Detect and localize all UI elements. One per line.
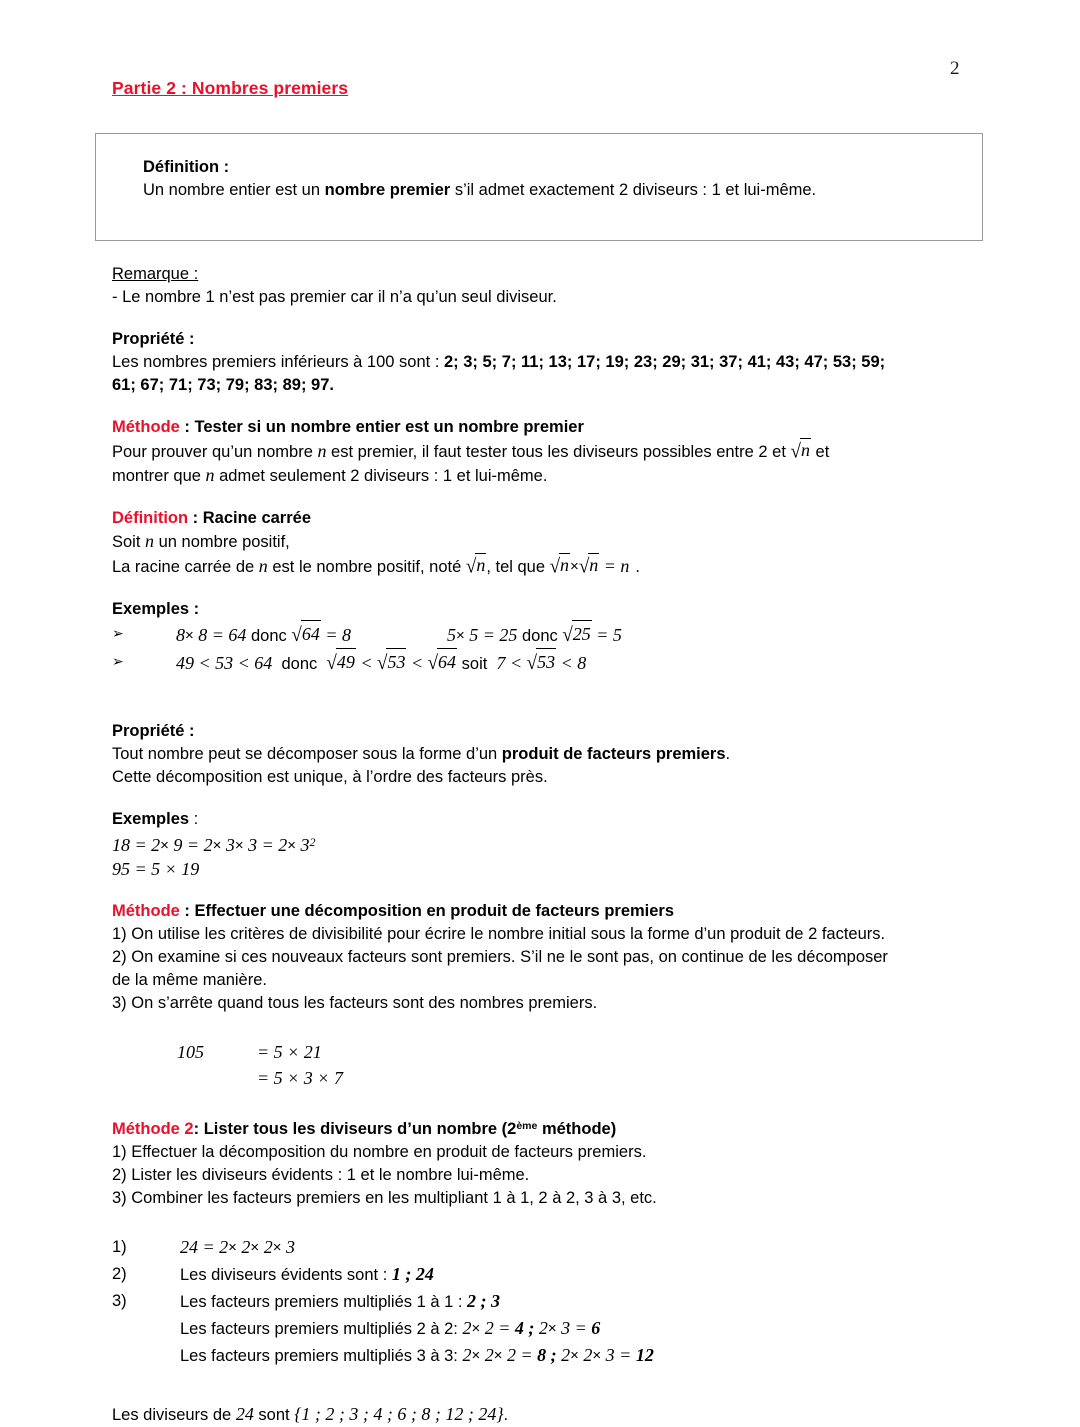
radical-sign-icon: √ <box>291 624 302 647</box>
spacer <box>112 1315 180 1342</box>
dec18-b: 9 = 2 <box>168 835 213 855</box>
definition-body <box>143 179 982 202</box>
sqrt-n-radical <box>791 439 811 463</box>
racine-line-1a: Soit <box>112 533 146 551</box>
methode-decomposition-separator: : <box>179 902 195 920</box>
radical-sign-icon: √ <box>326 652 337 675</box>
spacer <box>112 1015 952 1039</box>
radicand: 53 <box>386 648 406 675</box>
methode-test-heading <box>112 416 952 439</box>
f2a2-e1b: 2 = <box>480 1318 515 1338</box>
decomposition-105-row-2 <box>112 1065 952 1091</box>
exemple-racine-row-1-content <box>176 621 622 649</box>
multiply-sign: × <box>228 1239 237 1256</box>
decomposition-example-18 <box>112 831 952 858</box>
prop2-line-1-bold: produit de facteurs premiers <box>501 745 726 763</box>
spacer <box>112 1369 952 1403</box>
methode-lister-title-a: Lister tous les diviseurs d’un nombre (2 <box>203 1120 517 1138</box>
sqrt-n-product-left <box>550 554 570 578</box>
decomposition-105-example <box>112 1039 952 1091</box>
exemples-decomposition-label: Exemples <box>112 810 190 828</box>
methode-lister-heading <box>112 1115 952 1141</box>
f2a2-e2-result: 6 <box>591 1318 601 1338</box>
sqrt-49 <box>326 649 355 677</box>
ex2-inequality: 49 < 53 < 64 <box>176 653 273 673</box>
f3a3-e2c: 3 = <box>601 1345 636 1365</box>
radical-sign-icon: √ <box>549 555 561 578</box>
multiply-sign: × <box>471 1347 481 1364</box>
methode-test-label: Méthode <box>112 418 180 436</box>
methode-decomposition-heading <box>112 900 952 923</box>
conclusion-a: Les diviseurs de <box>112 1406 236 1424</box>
definition-body-before: Un nombre entier est un <box>143 181 325 199</box>
definition-racine-label: Définition <box>112 509 189 527</box>
multiply-sign: × <box>160 837 169 854</box>
radicand: 25 <box>572 620 592 647</box>
diviseurs-evidents-text: Les diviseurs évidents sont : <box>180 1266 392 1284</box>
methode-lister-step-3: 3) Combiner les facteurs premiers en les multipliant 1 à 1, 2 à 2, 3 à 3, etc. <box>112 1189 657 1207</box>
sqrt-64-b <box>428 649 457 677</box>
methode-test-premier-section <box>112 416 952 488</box>
radicand: n <box>560 555 570 575</box>
dec18-exponent: 2 <box>309 835 316 849</box>
decomposition-105-line-1: = 5 × 21 <box>257 1042 322 1062</box>
ex1-right-donc: donc <box>517 627 563 645</box>
definition-racine-section <box>112 507 952 579</box>
methode-test-var-n: n <box>317 441 327 461</box>
methode-lister-step-2: 2) Lister les diviseurs évidents : 1 et le nombre lui-même. <box>112 1166 530 1184</box>
ex1-left-b: 8 = 64 <box>193 625 247 645</box>
methode-lister-label: Méthode 2 <box>112 1120 194 1138</box>
facteurs-1a1-text: Les facteurs premiers multipliés 1 à 1 : <box>180 1293 468 1311</box>
multiply-sign: × <box>212 837 222 854</box>
spacer <box>112 1091 952 1115</box>
spacer <box>112 1210 952 1234</box>
prop2-line-1a: Tout nombre peut se décomposer sous la forme d’un <box>112 745 502 763</box>
diviseurs-row-3-number: 3) <box>112 1292 127 1310</box>
diviseurs-row-2 <box>112 1261 952 1288</box>
radical-sign-icon: √ <box>562 624 573 647</box>
methode-decomposition-step-2b: de la même manière. <box>112 971 267 989</box>
dec24-c: 2 <box>259 1237 273 1257</box>
diviseurs-row-1 <box>112 1234 952 1261</box>
methode-decomposition-section <box>112 900 952 1015</box>
racine-equals: = <box>599 556 621 576</box>
ex2-lt1: < <box>355 653 378 673</box>
methode-lister-diviseurs-section <box>112 1115 952 1210</box>
methode-test-title: Tester si un nombre entier est un nombre premier <box>194 418 584 436</box>
exemples-decomposition-heading <box>112 808 952 831</box>
racine-line-2c: , tel que <box>486 558 550 576</box>
methode-decomposition-title: Effectuer une décomposition en produit de facteurs premiers <box>194 902 675 920</box>
sqrt-n-notation <box>466 554 486 578</box>
radicand: 53 <box>536 648 556 675</box>
definition-racine-line-1 <box>112 530 952 554</box>
propriete-decomposition-heading: Propriété : <box>112 722 195 740</box>
facteurs-1a1-result: 2 ; 3 <box>467 1291 501 1311</box>
diviseurs-row-2-content <box>180 1261 434 1288</box>
prop2-line-1b: . <box>725 745 731 763</box>
ex2-lt2: < <box>406 653 428 673</box>
conclusion-b: sont <box>253 1406 295 1424</box>
diviseurs-row-1-content <box>180 1234 295 1261</box>
diviseurs-row-1-number: 1) <box>112 1238 127 1256</box>
methode-decomposition-step-3: 3) On s’arrête quand tous les facteurs sont des nombres premiers. <box>112 994 598 1012</box>
dec24-b: 2 <box>236 1237 251 1257</box>
f3a3-e1-result: 8 <box>537 1345 547 1365</box>
dec24-a: 24 = 2 <box>180 1237 229 1257</box>
spacer <box>112 1342 180 1369</box>
multiply-sign: × <box>185 627 194 644</box>
ex1-left-result: = 8 <box>320 625 351 645</box>
exemples-decomposition-section <box>112 808 952 881</box>
propriete-decomposition-line-2: Cette décomposition est unique, à l’ordre des facteurs près. <box>112 768 548 786</box>
methode-decomposition-step-2: 2) On examine si ces nouveaux facteurs sont premiers. S’il ne le sont pas, on continue de les décomposer <box>112 948 888 966</box>
radicand: 49 <box>336 648 356 675</box>
f2a2-e1-result: 4 <box>514 1318 524 1338</box>
diviseurs-row-3 <box>112 1288 952 1315</box>
radicand: n <box>476 555 486 575</box>
exemple-racine-row-1 <box>112 621 952 649</box>
methode-test-body-1a: Pour prouver qu’un nombre <box>112 443 318 461</box>
radical-sign-icon: √ <box>790 440 801 463</box>
multiply-sign: × <box>250 1239 260 1256</box>
diviseurs-24-conclusion <box>112 1403 952 1427</box>
definition-racine-line-2 <box>112 554 952 579</box>
methode-decomposition-step-1: 1) On utilise les critères de divisibilité pour écrire le nombre initial sous la forme d’un produit de 2 facteurs. <box>112 925 886 943</box>
diviseurs-row-2a2 <box>112 1315 952 1342</box>
f3a3-sep: ; <box>546 1345 562 1365</box>
decomposition-105-number: 105 <box>177 1042 204 1062</box>
methode-test-body-1c: et <box>810 443 830 461</box>
multiply-sign: × <box>570 1347 579 1364</box>
page-number: 2 <box>950 58 960 79</box>
methode-lister-title-b: méthode) <box>537 1120 617 1138</box>
exemples-racine-section <box>112 598 952 677</box>
propriete-primes-intro-line <box>112 351 952 374</box>
methode-test-body-2a: montrer que <box>112 467 206 485</box>
diviseurs-row-2a2-content <box>180 1315 600 1342</box>
diviseurs-row-3-content <box>180 1288 500 1315</box>
facteurs-2a2-text: Les facteurs premiers multipliés 2 à 2: <box>180 1320 463 1338</box>
primes-list-line-2: 61; 67; 71; 73; 79; 83; 89; 97. <box>112 376 334 394</box>
ex2-donc: donc <box>281 655 318 673</box>
sqrt-25 <box>562 621 591 649</box>
radicand: n <box>800 440 810 460</box>
f2a2-sep: ; <box>523 1318 539 1338</box>
multiply-sign: × <box>455 627 465 644</box>
sqrt-n-product-right <box>579 554 599 578</box>
definition-body-bold: nombre premier <box>324 181 451 199</box>
remarque-line: - Le nombre 1 n’est pas premier car il n’a qu’un seul diviseur. <box>112 288 557 306</box>
definition-racine-separator: : <box>188 509 203 527</box>
f3a3-e2a: 2 <box>561 1345 571 1365</box>
exemples-racine-heading: Exemples : <box>112 600 200 618</box>
radicand: n <box>589 555 599 575</box>
bullet-arrow-icon: ➢ <box>112 654 124 670</box>
f3a3-e2-result: 12 <box>635 1345 654 1365</box>
primes-list-line-1: 2; 3; 5; 7; 11; 13; 17; 19; 23; 29; 31; 37; 41; 43; 47; 53; 59; <box>444 353 886 371</box>
propriete-primes-intro: Les nombres premiers inférieurs à 100 sont : <box>112 353 444 371</box>
exemple-racine-row-2 <box>112 649 952 677</box>
multiply-sign: × <box>592 1347 602 1364</box>
ex1-left-donc: donc <box>246 627 292 645</box>
dec18-d: 3 = 2 <box>243 835 288 855</box>
multiply-sign: × <box>493 1347 503 1364</box>
conclusion-c: . <box>503 1406 509 1424</box>
f3a3-e1c: 2 = <box>502 1345 538 1365</box>
multiply-sign: × <box>287 837 297 854</box>
methode-test-body-1b: est premier, il faut tester tous les diviseurs possibles entre 2 et <box>326 443 791 461</box>
diviseurs-24-example <box>112 1234 952 1369</box>
racine-var-n2: n <box>258 556 268 576</box>
multiply-sign: × <box>471 1320 481 1337</box>
radical-sign-icon: √ <box>578 555 590 578</box>
remarque-heading: Remarque : <box>112 265 199 283</box>
sqrt-53-b <box>527 649 556 677</box>
radicand: 64 <box>437 648 457 675</box>
methode-lister-title-sup: ème <box>516 1120 538 1132</box>
multiply-sign: × <box>547 1320 557 1337</box>
dec18-c: 3 <box>221 835 235 855</box>
decomposition-105-row-1 <box>112 1039 952 1065</box>
ex2-final-b: < 8 <box>556 653 587 673</box>
exemple-racine-row-2-content <box>176 649 586 677</box>
diviseurs-row-3a3-content <box>180 1342 654 1369</box>
bullet-arrow-icon: ➢ <box>112 626 124 642</box>
spacer <box>177 1065 257 1091</box>
radical-sign-icon: √ <box>465 555 477 578</box>
ex1-right-a: 5 <box>446 625 456 645</box>
racine-line-1b: un nombre positif, <box>154 533 290 551</box>
f3a3-e1b: 2 <box>480 1345 494 1365</box>
methode-lister-step-1: 1) Effectuer la décomposition du nombre en produit de facteurs premiers. <box>112 1143 647 1161</box>
page-title: Partie 2 : Nombres premiers <box>112 78 349 98</box>
spacer <box>112 696 952 720</box>
ex1-left-a: 8 <box>176 625 185 645</box>
radical-sign-icon: √ <box>377 652 388 675</box>
remarque-section <box>112 263 952 309</box>
multiply-sign: × <box>272 1239 282 1256</box>
methode-lister-separator: : <box>193 1120 204 1138</box>
racine-line-2b: est le nombre positif, noté <box>267 558 466 576</box>
radical-sign-icon: √ <box>427 652 439 675</box>
decomposition-example-95: 95 = 5 × 19 <box>112 859 200 879</box>
page-content <box>112 78 952 1427</box>
definition-body-after: s’il admet exactement 2 diviseurs : 1 et lui-même. <box>450 181 817 199</box>
f3a3-e2b: 2 <box>578 1345 593 1365</box>
conclusion-divisor-set: {1 ; 2 ; 3 ; 4 ; 6 ; 8 ; 12 ; 24} <box>294 1404 504 1424</box>
methode-decomposition-label: Méthode <box>112 902 180 920</box>
decomposition-105-line-2: = 5 × 3 × 7 <box>257 1068 343 1088</box>
facteurs-3a3-text: Les facteurs premiers multipliés 3 à 3: <box>180 1347 463 1365</box>
dec18-e: 3 <box>296 835 310 855</box>
methode-test-var-n2: n <box>205 465 215 485</box>
dec24-d: 3 <box>281 1237 295 1257</box>
methode-test-body-2b: admet seulement 2 diviseurs : 1 et lui-même. <box>214 467 548 485</box>
f2a2-e2b: 3 = <box>556 1318 592 1338</box>
propriete-primes-section <box>112 328 952 397</box>
racine-result: n <box>620 556 630 576</box>
propriete-decomposition-line-1 <box>112 743 952 766</box>
diviseurs-row-2-number: 2) <box>112 1265 127 1283</box>
multiply-sign: × <box>570 558 579 575</box>
definition-racine-heading <box>112 507 952 530</box>
radical-sign-icon: √ <box>526 652 538 675</box>
racine-var-n: n <box>145 531 155 551</box>
exemples-decomposition-suffix: : <box>189 810 199 828</box>
sqrt-53 <box>377 649 406 677</box>
definition-racine-title: Racine carrée <box>202 509 311 527</box>
sqrt-64 <box>291 621 320 649</box>
methode-test-body-1 <box>112 439 952 464</box>
conclusion-number: 24 <box>235 1404 254 1424</box>
diviseurs-row-3a3 <box>112 1342 952 1369</box>
propriete-decomposition-section <box>112 720 952 789</box>
definition-heading: Définition : <box>143 158 230 176</box>
radicand: 64 <box>301 620 321 647</box>
propriete-primes-heading: Propriété : <box>112 330 195 348</box>
ex2-final-a: 7 < <box>496 653 527 673</box>
multiply-sign: × <box>234 837 244 854</box>
f2a2-e2a: 2 <box>538 1318 548 1338</box>
ex1-right-result: = 5 <box>591 625 622 645</box>
f2a2-e1a: 2 <box>462 1318 472 1338</box>
methode-test-body-2 <box>112 464 952 488</box>
dec18-a: 18 = 2 <box>112 835 161 855</box>
ex2-soit: soit <box>461 655 488 673</box>
f3a3-e1a: 2 <box>462 1345 472 1365</box>
methode-test-separator: : <box>179 418 195 436</box>
definition-box <box>95 133 983 241</box>
racine-line-2a: La racine carrée de <box>112 558 259 576</box>
diviseurs-evidents-result: 1 ; 24 <box>391 1264 434 1284</box>
ex1-right-b: 5 = 25 <box>464 625 518 645</box>
racine-line-2d: . <box>635 558 640 576</box>
